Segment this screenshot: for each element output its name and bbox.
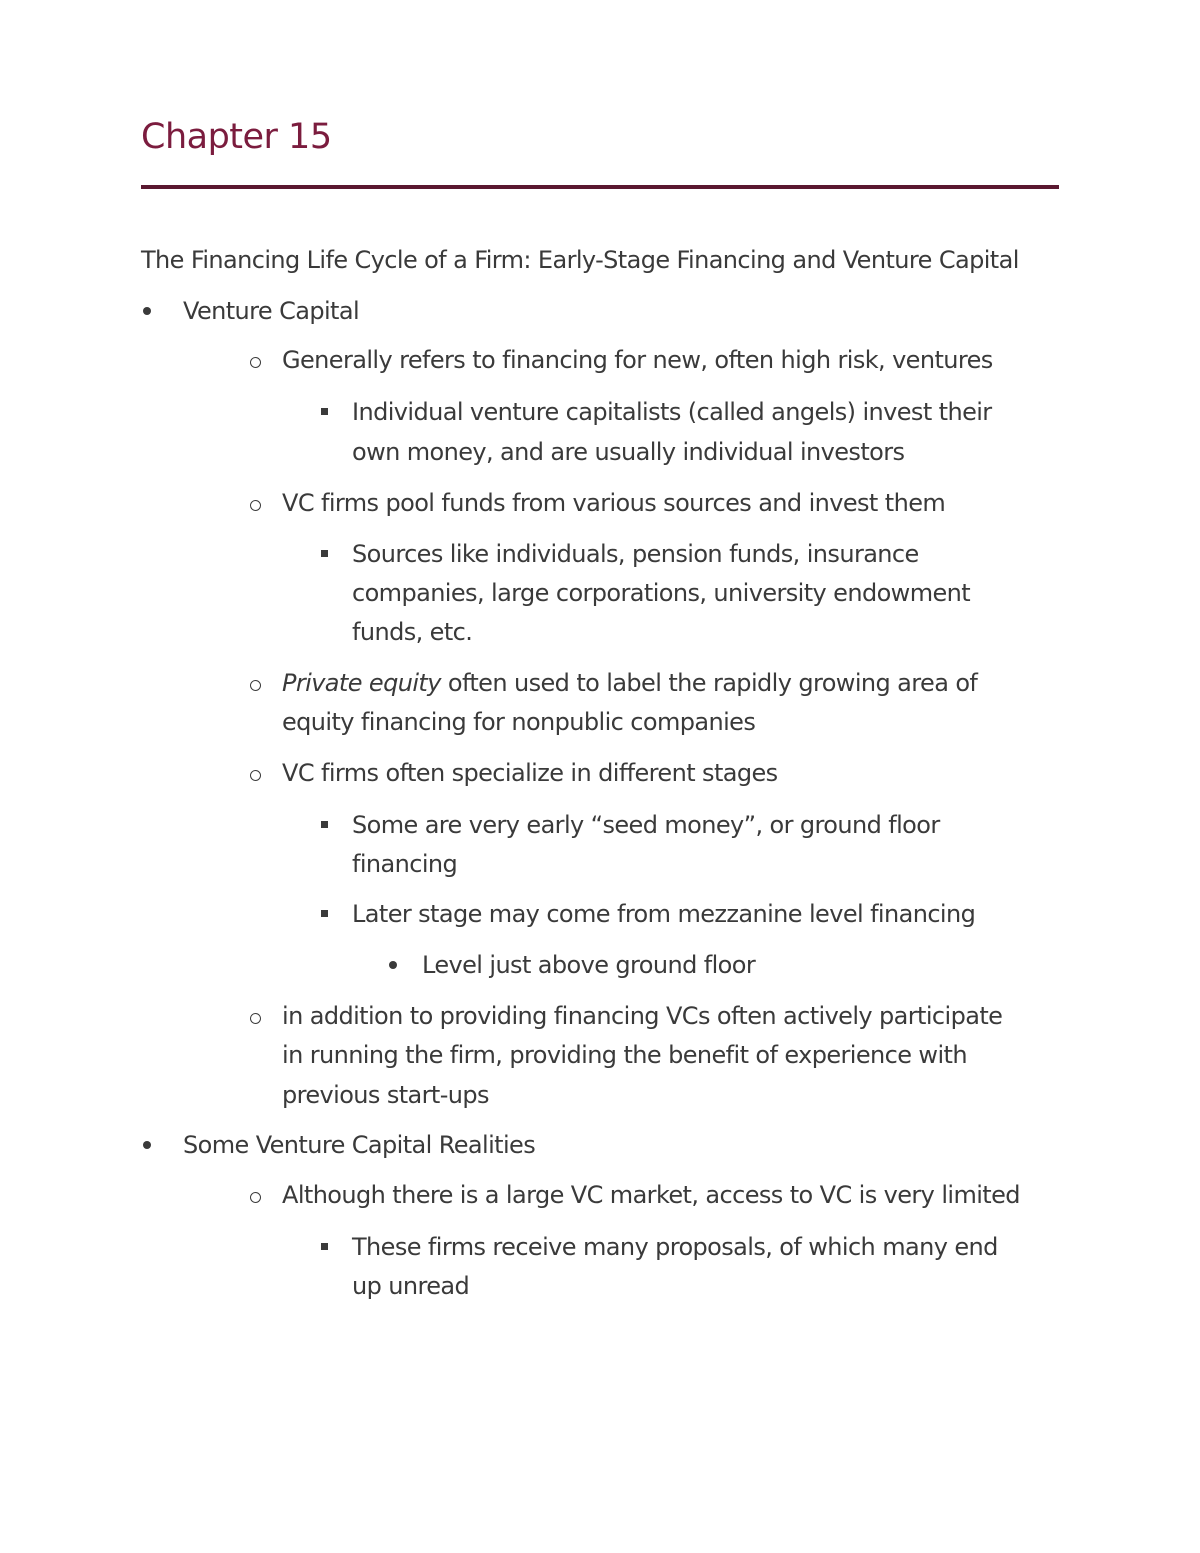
list-item-l3-cont: companies, large corporations, university endowment: [352, 579, 971, 607]
list-item-l2: VC firms pool funds from various sources and invest them: [282, 489, 946, 517]
list-item-l1: Venture Capital: [183, 297, 360, 325]
bullet-dot-icon: [389, 961, 397, 969]
bullet-dot-icon: [143, 1141, 151, 1149]
list-item-l2: VC firms often specialize in different stages: [282, 759, 778, 787]
bullet-square-icon: [321, 821, 328, 828]
list-item-l4: Level just above ground floor: [422, 951, 756, 979]
list-item-l3: Individual venture capitalists (called angels) invest their: [352, 398, 992, 426]
bullet-dot-icon: [143, 307, 151, 315]
list-item-l3-cont: own money, and are usually individual investors: [352, 438, 905, 466]
list-item-l2: Although there is a large VC market, access to VC is very limited: [282, 1181, 1020, 1209]
list-item-l3-cont: financing: [352, 850, 458, 878]
list-item-l2-cont: equity financing for nonpublic companies: [282, 708, 756, 736]
bullet-circle-icon: [250, 1013, 261, 1024]
list-item-l2: [282, 663, 977, 703]
bullet-circle-icon: [250, 770, 261, 781]
bullet-circle-icon: [250, 357, 261, 368]
list-item-l2-cont: in running the firm, providing the benefit of experience with: [282, 1041, 967, 1069]
title-rule: [141, 185, 1059, 189]
bullet-square-icon: [321, 408, 328, 415]
list-item-l3-cont: up unread: [352, 1272, 470, 1300]
list-item-text: often used to label the rapidly growing area of: [440, 669, 978, 697]
list-item-l2-cont: previous start-ups: [282, 1081, 489, 1109]
list-item-l3: Sources like individuals, pension funds, insurance: [352, 540, 919, 568]
bullet-circle-icon: [250, 1192, 261, 1203]
bullet-square-icon: [321, 1243, 328, 1250]
bullet-square-icon: [321, 550, 328, 557]
italic-term: Private equity: [282, 669, 441, 697]
chapter-title: Chapter 15: [141, 117, 332, 157]
list-item-l2: in addition to providing financing VCs often actively participate: [282, 1002, 1003, 1030]
list-item-l3: Some are very early “seed money”, or ground floor: [352, 811, 940, 839]
list-item-l3: These firms receive many proposals, of which many end: [352, 1233, 998, 1261]
bullet-square-icon: [321, 910, 328, 917]
bullet-circle-icon: [250, 500, 261, 511]
bullet-circle-icon: [250, 680, 261, 691]
section-heading: The Financing Life Cycle of a Firm: Early-Stage Financing and Venture Capital: [141, 246, 1019, 274]
list-item-l3: Later stage may come from mezzanine level financing: [352, 900, 976, 928]
list-item-l1: Some Venture Capital Realities: [183, 1131, 536, 1159]
list-item-l3-cont: funds, etc.: [352, 618, 473, 646]
list-item-l2: Generally refers to financing for new, often high risk, ventures: [282, 346, 993, 374]
